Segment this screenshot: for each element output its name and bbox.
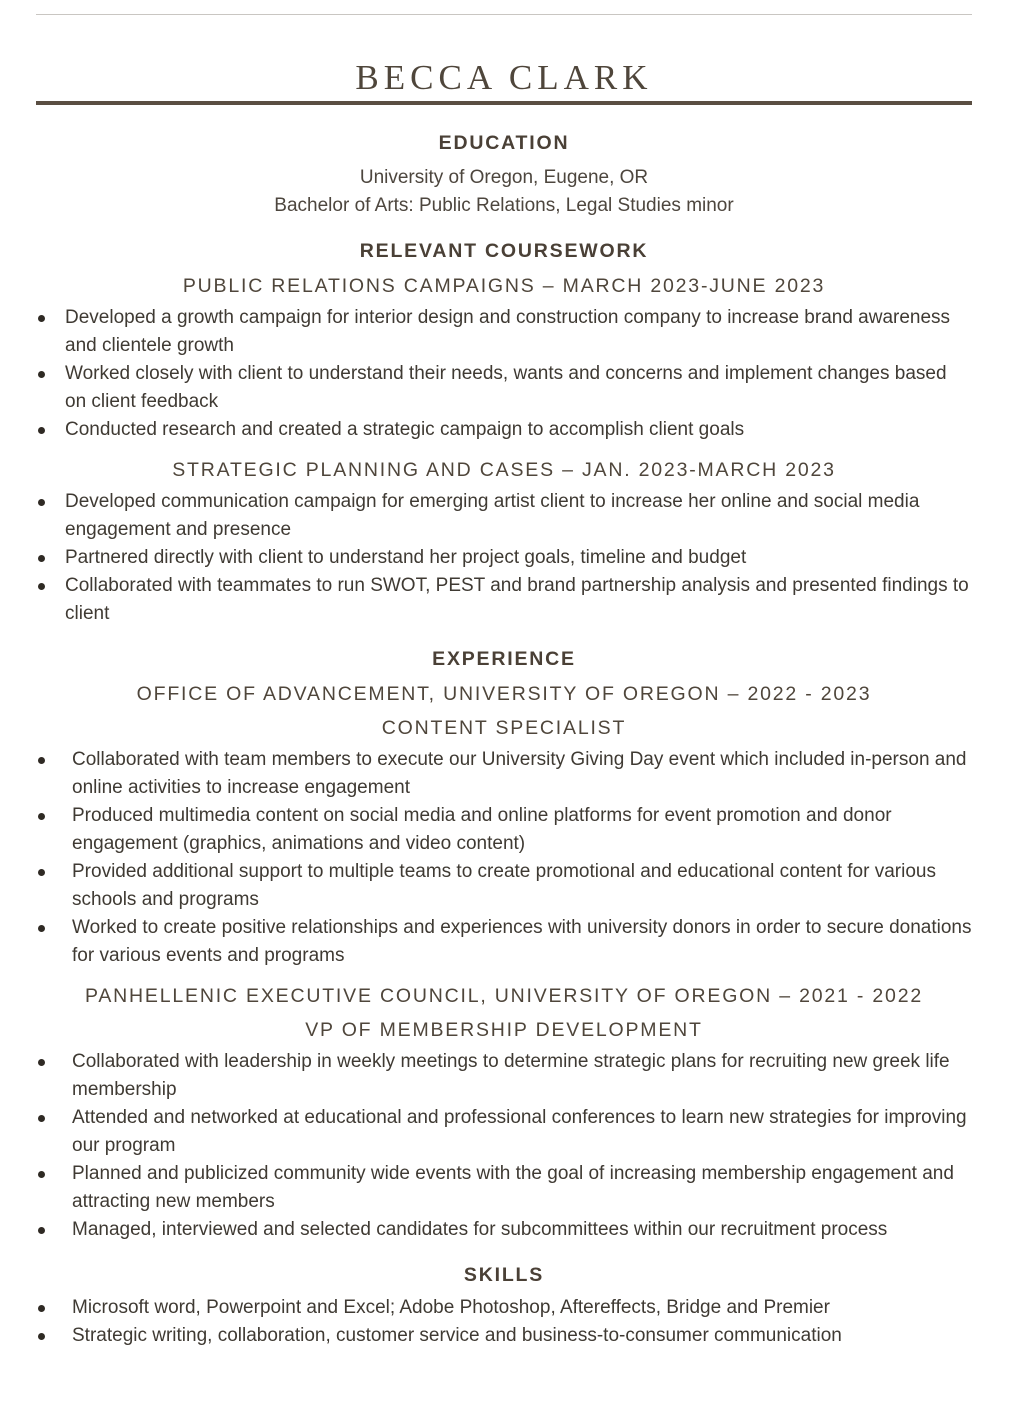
bullet-icon <box>38 869 45 876</box>
list-item <box>36 360 972 416</box>
bullet-icon <box>38 1059 45 1066</box>
list-item-text: Worked closely with client to understand their needs, wants and concerns and implement changes based on client feedback <box>65 363 947 412</box>
list-item-text: Developed a growth campaign for interior design and construction company to increase brand awareness and clientele growth <box>65 307 951 356</box>
list-item-text: Managed, interviewed and selected candidates for subcommittees within our recruitment process <box>72 1219 888 1240</box>
course-entry <box>36 456 972 628</box>
bullet-icon <box>38 757 45 764</box>
education-heading: EDUCATION <box>438 132 570 154</box>
education-degree: Bachelor of Arts: Public Relations, Legal Studies minor <box>274 195 734 216</box>
experience-section <box>36 644 972 1244</box>
course-title: STRATEGIC PLANNING AND CASES – JAN. 2023-MARCH 2023 <box>172 459 836 481</box>
list-item-text: Conducted research and created a strategic campaign to accomplish client goals <box>65 419 745 440</box>
bullet-icon <box>38 1171 45 1178</box>
job-role: CONTENT SPECIALIST <box>381 717 627 739</box>
bullet-icon <box>38 371 45 378</box>
bullet-icon <box>38 555 45 562</box>
list-item <box>36 1322 972 1350</box>
bullet-icon <box>38 1305 45 1312</box>
bullet-icon <box>38 925 45 932</box>
course-bullets <box>36 304 972 444</box>
skills-heading: SKILLS <box>463 1264 545 1286</box>
bullet-icon <box>38 315 45 322</box>
list-item <box>36 1048 972 1104</box>
list-item <box>36 858 972 914</box>
list-item-text: Partnered directly with client to understand her project goals, timeline and budget <box>65 547 747 568</box>
name-divider <box>36 101 972 105</box>
education-school: University of Oregon, Eugene, OR <box>359 167 649 188</box>
list-item-text: Collaborated with teammates to run SWOT, PEST and brand partnership analysis and presented findings to client <box>65 575 969 624</box>
list-item <box>36 416 972 444</box>
list-item-text: Strategic writing, collaboration, customer service and business-to-consumer communication <box>72 1325 842 1346</box>
list-item-text: Provided additional support to multiple teams to create promotional and educational content for various schools and programs <box>72 861 936 910</box>
job-role: VP OF MEMBERSHIP DEVELOPMENT <box>305 1019 703 1041</box>
list-item <box>36 1294 972 1322</box>
course-title: PUBLIC RELATIONS CAMPAIGNS – MARCH 2023-JUNE 2023 <box>182 275 826 297</box>
list-item-text: Produced multimedia content on social media and online platforms for event promotion and donor engagement (graphics, animations and video content) <box>72 805 892 854</box>
bullet-icon <box>38 1227 45 1234</box>
list-item <box>36 1216 972 1244</box>
skills-section <box>36 1260 972 1350</box>
list-item <box>36 914 972 970</box>
list-item-text: Attended and networked at educational and professional conferences to learn new strategies for improving our program <box>72 1107 967 1156</box>
bullet-icon <box>38 427 45 434</box>
job-organization: PANHELLENIC EXECUTIVE COUNCIL, UNIVERSITY OF OREGON – 2021 - 2022 <box>85 985 923 1007</box>
list-item <box>36 304 972 360</box>
education-section <box>36 128 972 220</box>
list-item <box>36 544 972 572</box>
top-divider <box>36 14 972 15</box>
job-entry <box>36 680 972 970</box>
job-entry <box>36 982 972 1244</box>
bullet-icon <box>38 813 45 820</box>
list-item-text: Collaborated with team members to execute our University Giving Day event which included in-person and online activities to increase engagement <box>72 749 967 798</box>
course-entry <box>36 272 972 444</box>
list-item <box>36 572 972 628</box>
job-bullets <box>36 1048 972 1244</box>
candidate-name: BECCA CLARK <box>355 58 653 97</box>
list-item-text: Worked to create positive relationships and experiences with university donors in order to secure donations for various events and programs <box>72 917 972 966</box>
bullet-icon <box>38 583 45 590</box>
list-item <box>36 802 972 858</box>
list-item-text: Collaborated with leadership in weekly meetings to determine strategic plans for recruiting new greek life membership <box>72 1051 950 1100</box>
coursework-heading: RELEVANT COURSEWORK <box>359 240 649 262</box>
coursework-section <box>36 236 972 628</box>
bullet-icon <box>38 499 45 506</box>
resume-content <box>36 128 972 1350</box>
list-item <box>36 1104 972 1160</box>
bullet-icon <box>38 1333 45 1340</box>
list-item <box>36 488 972 544</box>
skills-bullets <box>36 1294 972 1350</box>
list-item-text: Microsoft word, Powerpoint and Excel; Adobe Photoshop, Aftereffects, Bridge and Premier <box>72 1297 830 1318</box>
experience-heading: EXPERIENCE <box>432 648 576 670</box>
list-item-text: Developed communication campaign for emerging artist client to increase her online and social media engagement and presence <box>65 491 920 540</box>
bullet-icon <box>38 1115 45 1122</box>
course-bullets <box>36 488 972 628</box>
list-item <box>36 1160 972 1216</box>
job-organization: OFFICE OF ADVANCEMENT, UNIVERSITY OF OREGON – 2022 - 2023 <box>136 683 872 705</box>
list-item <box>36 746 972 802</box>
list-item-text: Planned and publicized community wide events with the goal of increasing membership engagement and attracting new members <box>72 1163 954 1212</box>
job-bullets <box>36 746 972 970</box>
